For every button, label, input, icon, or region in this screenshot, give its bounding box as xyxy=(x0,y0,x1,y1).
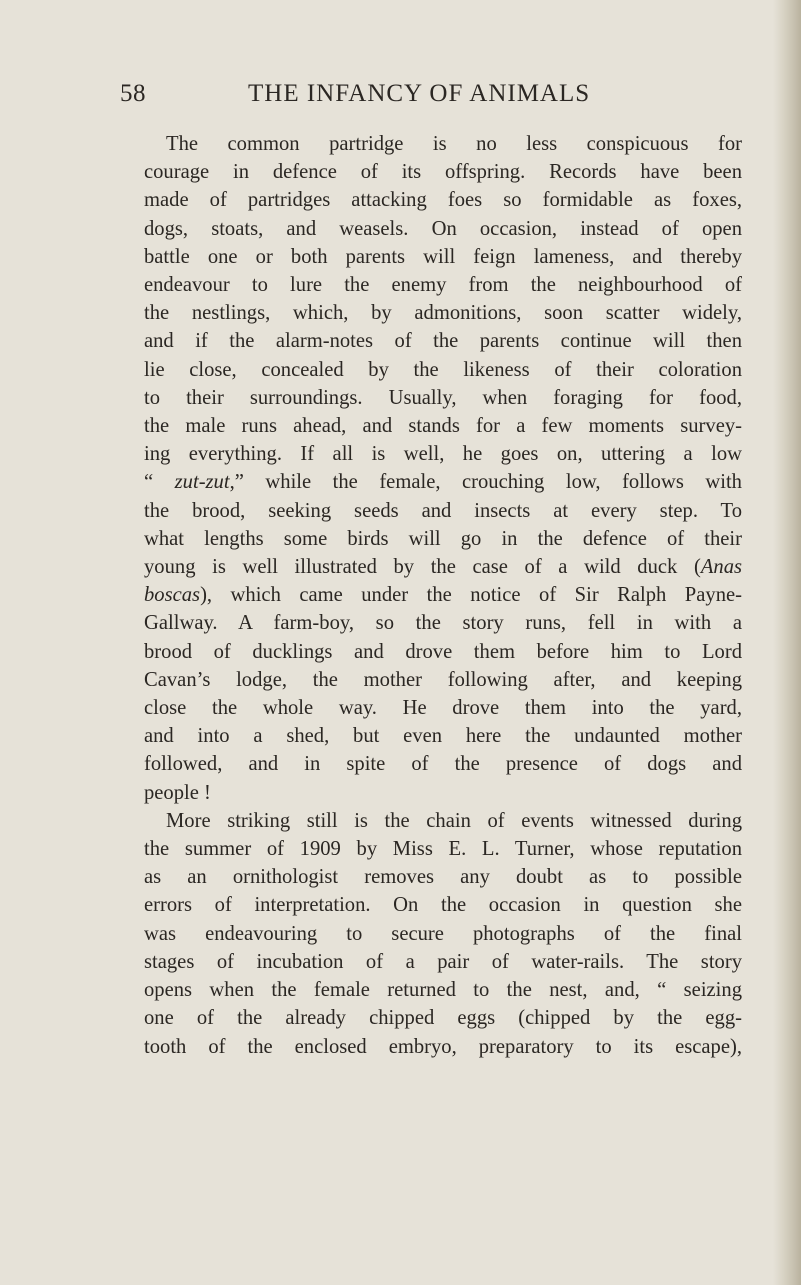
paragraph xyxy=(122,130,742,807)
page-number: 58 xyxy=(120,80,146,107)
text-line: and into a shed, but even here the undaunted mother xyxy=(144,725,742,748)
text-line: endeavour to lure the enemy from the neighbourhood of xyxy=(144,274,742,297)
text-line: “ zut-zut,” while the female, crouching low, follows with xyxy=(144,471,742,494)
text-line: as an ornithologist removes any doubt as to possible xyxy=(144,866,742,889)
text-line: courage in defence of its offspring. Records have been xyxy=(144,161,742,184)
text-line: and if the alarm-notes of the parents continue will then xyxy=(144,330,742,353)
text-line: the brood, seeking seeds and insects at every step. To xyxy=(144,499,742,522)
text-line: what lengths some birds will go in the defence of their xyxy=(144,527,742,550)
text-line: the nestlings, which, by admonitions, soon scatter widely, xyxy=(144,302,742,325)
text-line: followed, and in spite of the presence of dogs and xyxy=(144,753,742,776)
page-header xyxy=(120,80,740,120)
text-line: young is well illustrated by the case of a wild duck (Anas xyxy=(144,556,742,579)
body-text xyxy=(122,130,742,1061)
text-line: ing everything. If all is well, he goes on, uttering a low xyxy=(144,443,742,466)
text-line: made of partridges attacking foes so formidable as foxes, xyxy=(144,189,742,212)
text-line: close the whole way. He drove them into the yard, xyxy=(144,697,742,720)
text-line: errors of interpretation. On the occasion in question she xyxy=(144,894,742,917)
text-line: opens when the female returned to the nest, and, “ seizing xyxy=(144,979,742,1002)
text-line: The common partridge is no less conspicuous for xyxy=(166,133,742,155)
text-line: stages of incubation of a pair of water-rails. The story xyxy=(144,950,742,973)
text-line: the summer of 1909 by Miss E. L. Turner, whose reputation xyxy=(144,838,742,861)
running-head: THE INFANCY OF ANIMALS xyxy=(248,80,591,107)
text-line: dogs, stoats, and weasels. On occasion, instead of open xyxy=(144,217,742,240)
text-line: Cavan’s lodge, the mother following after, and keeping xyxy=(144,668,742,691)
text-line: More striking still is the chain of events witnessed during xyxy=(166,809,742,832)
text-line: Gallway. A farm-boy, so the story runs, fell in with a xyxy=(144,612,742,635)
text-line: one of the already chipped eggs (chipped by the egg- xyxy=(144,1007,742,1030)
text-line: was endeavouring to secure photographs of the final xyxy=(144,922,742,945)
text-line: to their surroundings. Usually, when foraging for food, xyxy=(144,386,742,409)
text-line: battle one or both parents will feign lameness, and thereby xyxy=(144,245,742,268)
text-line: lie close, concealed by the likeness of their coloration xyxy=(144,358,742,381)
text-line: brood of ducklings and drove them before him to Lord xyxy=(144,640,742,663)
text-line: people ! xyxy=(144,781,211,804)
page-edge-shadow xyxy=(773,0,801,1285)
paragraph xyxy=(122,807,742,1061)
text-line: the male runs ahead, and stands for a few moments survey- xyxy=(144,415,742,438)
text-line: boscas), which came under the notice of Sir Ralph Payne- xyxy=(144,584,742,607)
text-line: tooth of the enclosed embryo, preparatory to its escape), xyxy=(144,1035,742,1058)
